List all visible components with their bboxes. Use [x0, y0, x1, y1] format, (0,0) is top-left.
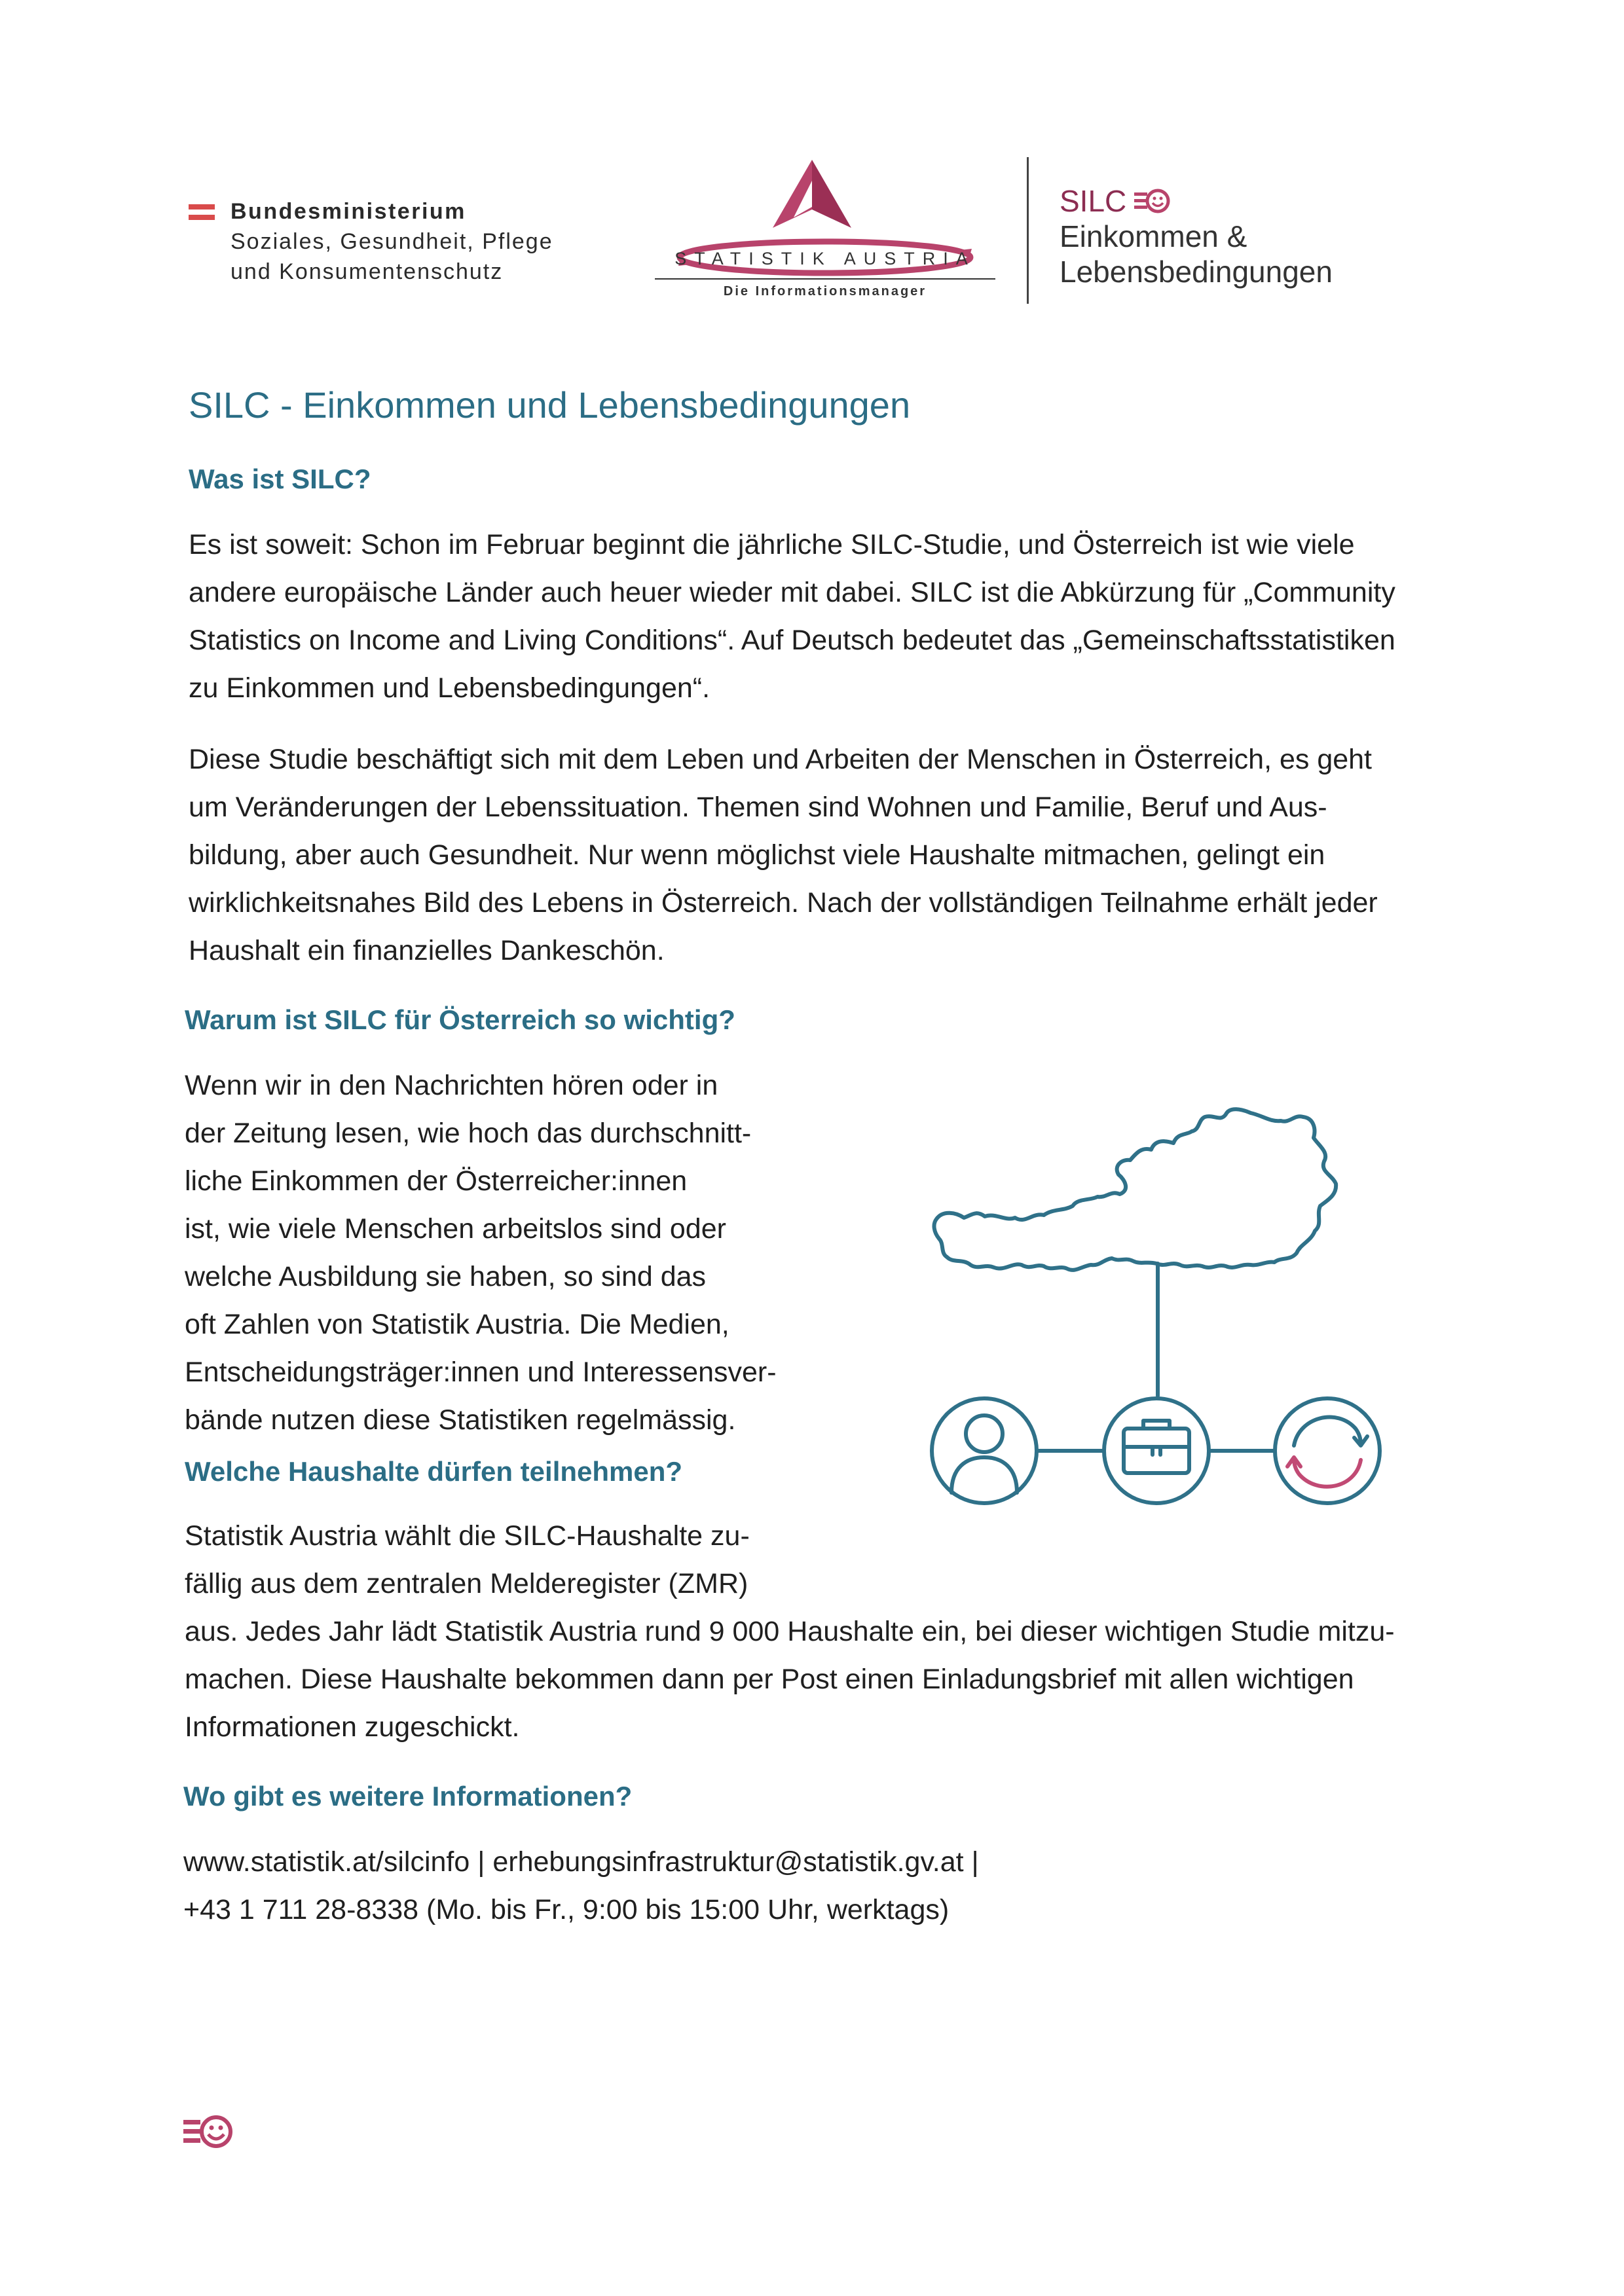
austria-map-illustration — [904, 1067, 1401, 1539]
paragraph-warum — [185, 1062, 866, 1444]
header-divider — [1027, 157, 1029, 304]
text-line: liche Einkommen der Österreicher:innen — [185, 1165, 688, 1197]
text-line: welche Ausbildung sie haben, so sind das — [185, 1261, 707, 1292]
text-line: bildung, aber auch Gesundheit. Nur wenn möglichst viele Haushalte mitmachen, gelingt ein — [189, 839, 1325, 871]
text-line: wirklichkeitsnahes Bild des Lebens in Österreich. Nach der vollständigen Teilnahme erhält jeder — [189, 887, 1378, 919]
text-line: Haushalt ein finanzielles Dankeschön. — [189, 935, 665, 966]
heading-warum-wichtig: Warum ist SILC für Österreich so wichtig? — [185, 1004, 735, 1035]
ministry-line-2: Soziales, Gesundheit, Pflege — [231, 229, 553, 254]
text-line: andere europäische Länder auch heuer wieder mit dabei. SILC ist die Abkürzung für „Community — [189, 577, 1395, 608]
paragraph-intro — [189, 521, 1472, 712]
heading-weitere-informationen: Wo gibt es weitere Informationen? — [183, 1781, 633, 1812]
text-line: Statistics on Income and Living Conditions“. Auf Deutsch bedeutet das „Gemeinschaftsstatistiken — [189, 625, 1395, 656]
silc-brand-title: SILC — [1060, 184, 1127, 218]
ministry-line-3: und Konsumentenschutz — [231, 259, 504, 284]
text-line: bände nutzen diese Statistiken regelmässig. — [185, 1404, 736, 1436]
briefcase-icon — [1124, 1421, 1189, 1473]
statistik-austria-tagline: Die Informationsmanager — [723, 284, 927, 299]
statistik-austria-logo — [655, 155, 995, 305]
silc-brand-line-3: Lebensbedingungen — [1060, 255, 1333, 289]
text-line: zu Einkommen und Lebensbedingungen“. — [189, 672, 710, 704]
person-icon — [951, 1415, 1017, 1493]
contact-info — [183, 1838, 1467, 1934]
ministry-logo-text — [231, 196, 553, 287]
contact-line[interactable]: www.statistik.at/silcinfo | erhebungsinfrastruktur@statistik.gv.at | — [183, 1846, 979, 1878]
text-line: machen. Diese Haushalte bekommen dann per Post einen Einladungsbrief mit allen wichtigen — [185, 1664, 1354, 1695]
text-line: Statistik Austria wählt die SILC-Haushalte zu- — [185, 1520, 750, 1552]
silc-smiley-icon — [182, 2113, 234, 2150]
text-line: Diese Studie beschäftigt sich mit dem Leben und Arbeiten der Menschen in Österreich, es geht — [189, 744, 1373, 775]
heading-welche-haushalte: Welche Haushalte dürfen teilnehmen? — [185, 1456, 683, 1487]
statistik-austria-name: STATISTIK AUSTRIA — [674, 249, 976, 268]
silc-brand-line-2: Einkommen & — [1060, 219, 1247, 253]
text-line: der Zeitung lesen, wie hoch das durchschnitt- — [185, 1118, 752, 1149]
contact-line: +43 1 711 28-8338 (Mo. bis Fr., 9:00 bis 15:00 Uhr, werktags) — [183, 1894, 950, 1925]
briefcase-circle — [1104, 1398, 1209, 1503]
text-line: fällig aus dem zentralen Melderegister (ZMR) — [185, 1568, 748, 1599]
text-line: oft Zahlen von Statistik Austria. Die Medien, — [185, 1309, 729, 1340]
silc-brand — [1060, 183, 1333, 289]
paragraph-haushalte — [185, 1512, 1468, 1751]
austria-map — [934, 1109, 1337, 1270]
page-title: SILC - Einkommen und Lebensbedingungen — [189, 384, 911, 426]
refresh-icon — [1294, 1417, 1367, 1446]
paragraph-study — [189, 736, 1472, 975]
text-line: Entscheidungsträger:innen und Interessensver- — [185, 1357, 777, 1388]
text-line: um Veränderungen der Lebenssituation. Themen sind Wohnen und Familie, Beruf und Aus- — [189, 792, 1327, 823]
text-line: aus. Jedes Jahr lädt Statistik Austria rund 9 000 Haushalte ein, bei dieser wichtigen Studie mitzu- — [185, 1616, 1395, 1647]
heading-was-ist-silc: Was ist SILC? — [189, 464, 371, 494]
ministry-name: Bundesministerium — [231, 199, 466, 224]
text-line: Wenn wir in den Nachrichten hören oder in — [185, 1070, 718, 1101]
text-line: Informationen zugeschickt. — [185, 1711, 520, 1743]
austria-flag-icon — [189, 204, 215, 220]
text-line: ist, wie viele Menschen arbeitslos sind oder — [185, 1213, 726, 1245]
silc-smiley-icon — [1133, 187, 1171, 215]
text-line: Es ist soweit: Schon im Februar beginnt die jährliche SILC-Studie, und Österreich ist wie viele — [189, 529, 1355, 560]
